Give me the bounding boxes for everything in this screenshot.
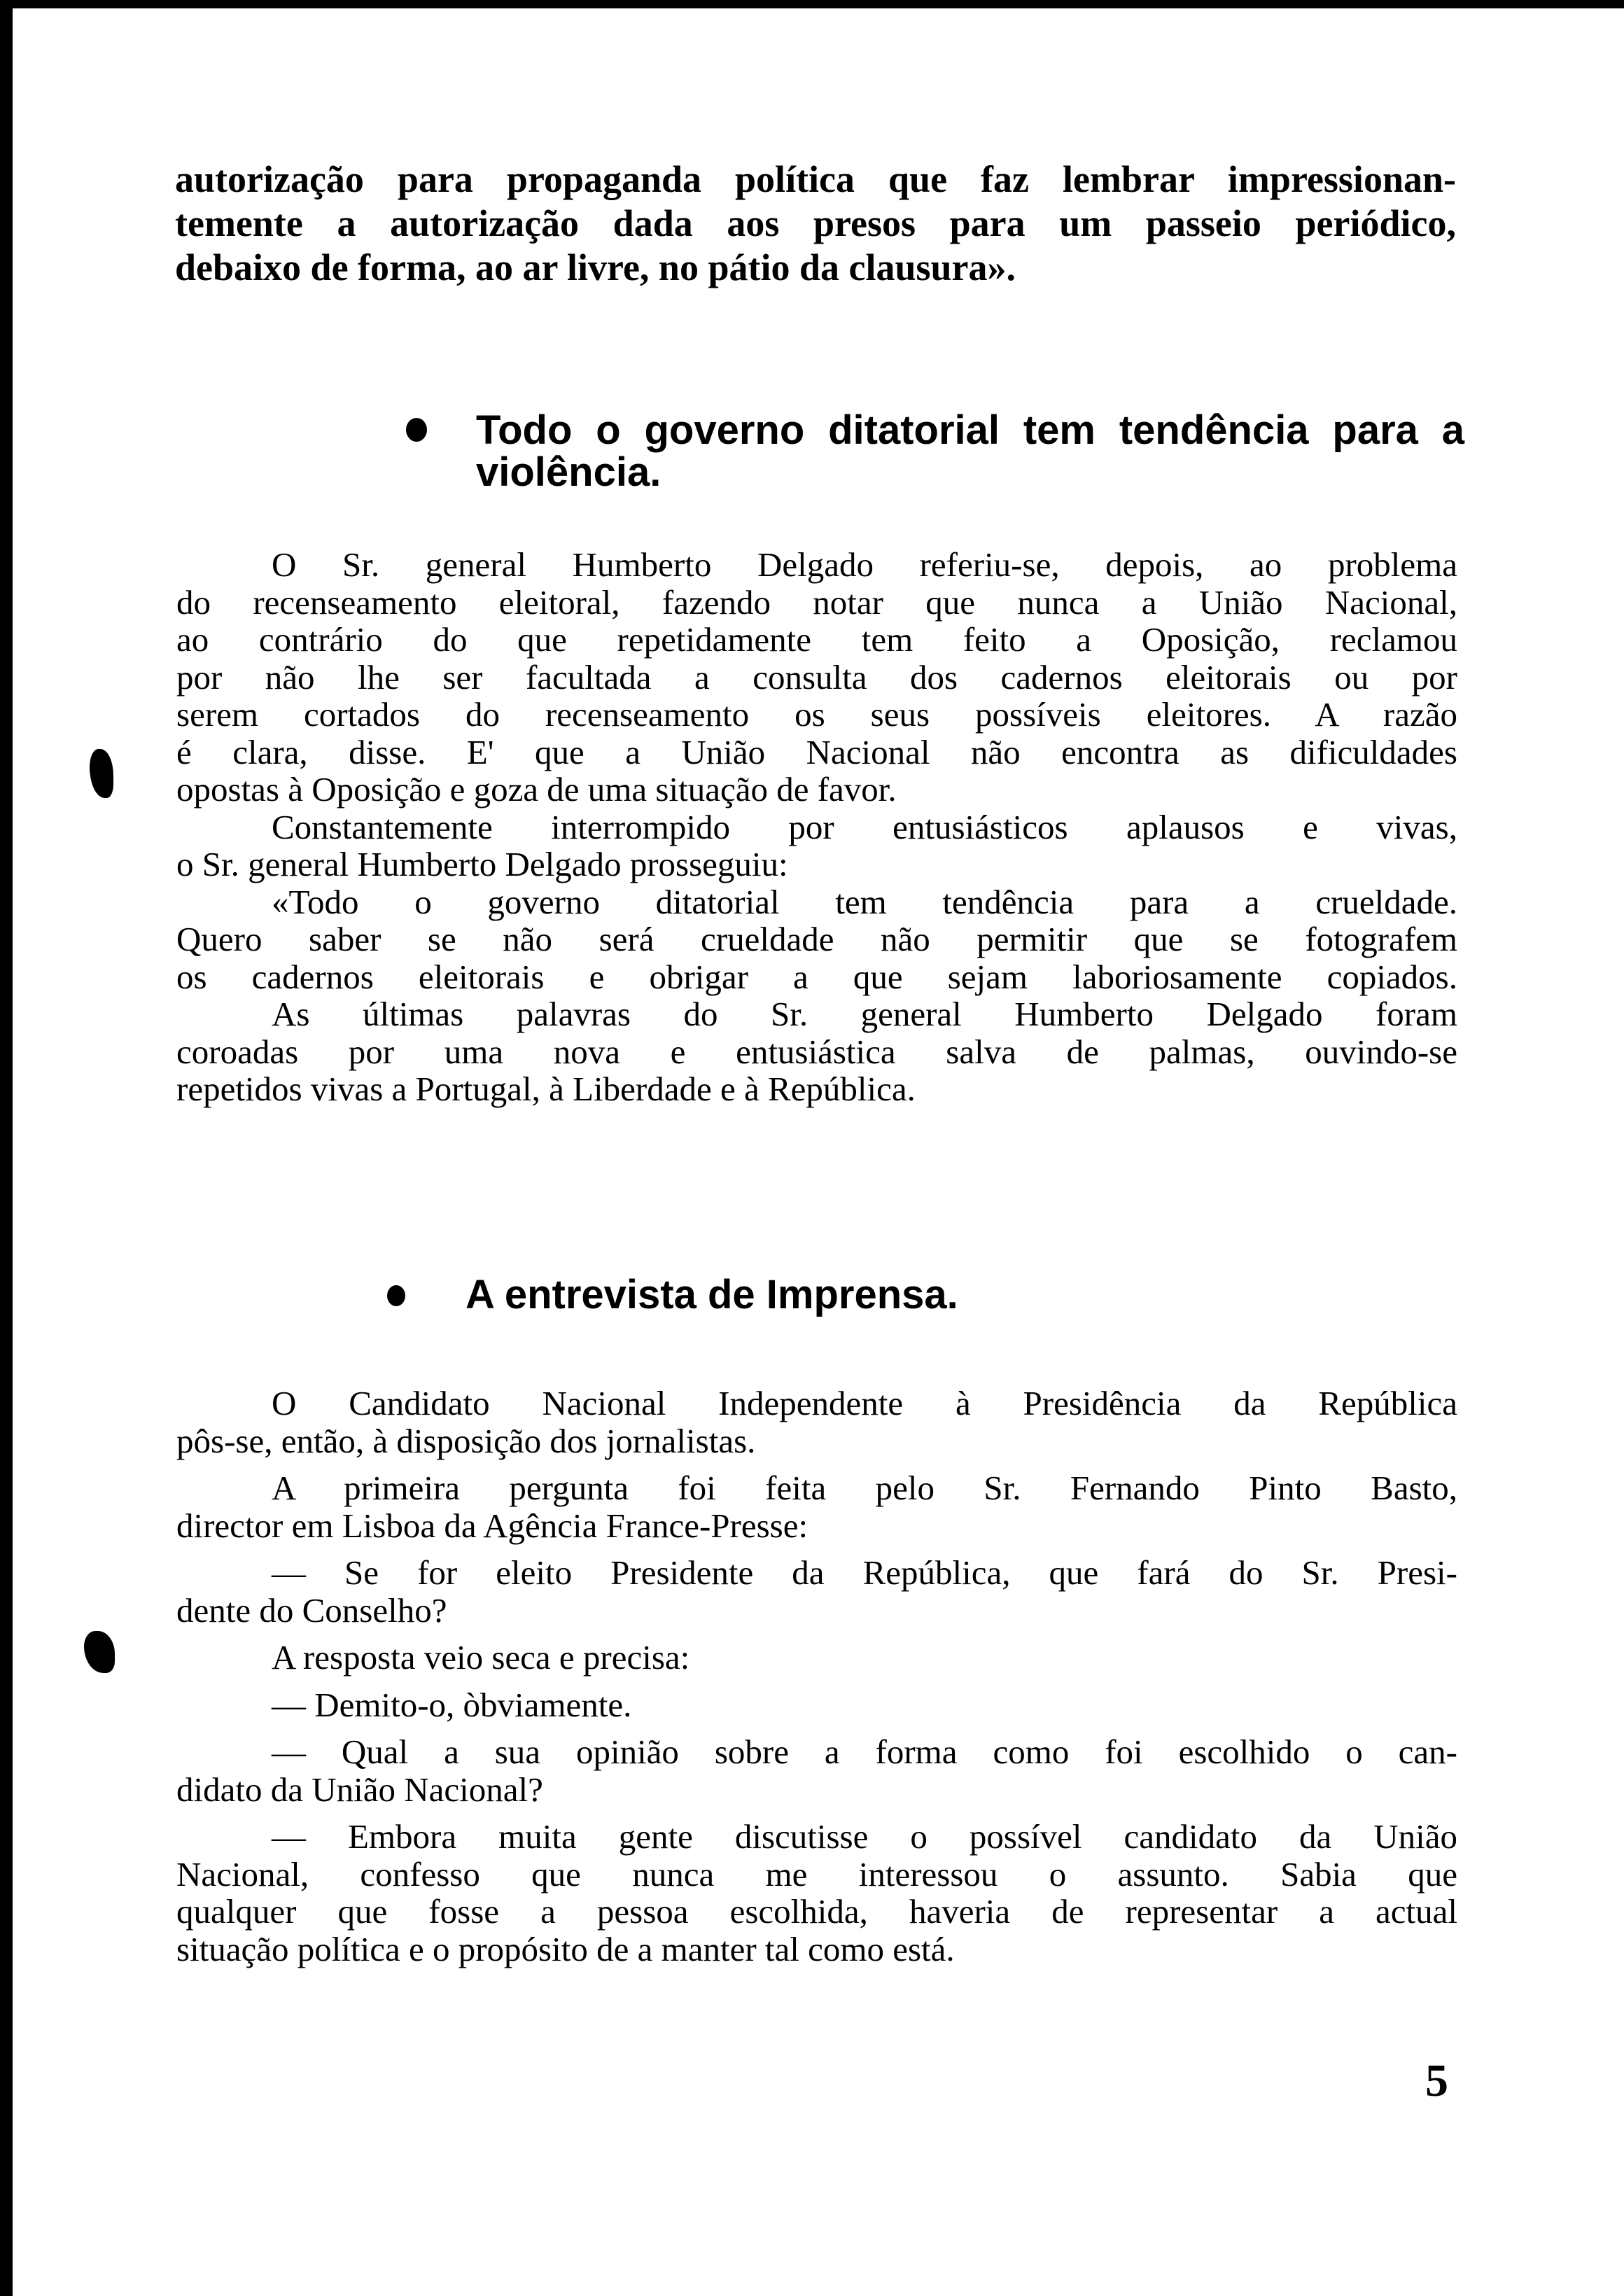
text-line: debaixo de forma, ao ar livre, no pátio da clausura». (175, 246, 1016, 288)
scan-edge-top (0, 0, 1624, 8)
text-line: temente a autorização dada aos presos para um passeio periódico, (175, 202, 1456, 244)
text-line: Constantemente interrompido por entusiásticos aplausos e vivas, (272, 807, 1457, 846)
text-line: — Embora muita gente discutisse o possível candidato da União (272, 1817, 1457, 1856)
text-line: do recenseamento eleitoral, fazendo notar que nunca a União Nacional, (176, 582, 1457, 622)
text-line: ao contrário do que repetidamente tem feito a Oposição, reclamou (176, 620, 1457, 659)
text-line: os cadernos eleitorais e obrigar a que sejam laboriosamente copiados. (176, 957, 1457, 996)
text-line: coroadas por uma nova e entusiástica salva de palmas, ouvindo-se (176, 1032, 1457, 1071)
text-line: A primeira pergunta foi feita pelo Sr. Fernando Pinto Basto, (272, 1469, 1457, 1507)
text-line: qualquer que fosse a pessoa escolhida, haveria de representar a actual (176, 1892, 1457, 1931)
text-line: Nacional, confesso que nunca me interessou o assunto. Sabia que (176, 1854, 1457, 1893)
text-line: serem cortados do recenseamento os seus possíveis eleitores. A razão (176, 695, 1457, 734)
text-line: autorização para propaganda política que faz lembrar impressionan- (175, 158, 1456, 200)
text-line: As últimas palavras do Sr. general Humberto Delgado foram (272, 995, 1457, 1033)
heading-line: Todo o governo ditatorial tem tendência para a (476, 407, 1464, 453)
scan-edge-left (0, 0, 13, 2296)
section-heading (476, 407, 1464, 495)
text-line: pôs-se, então, à disposição dos jornalistas. (176, 1421, 756, 1460)
text-line: O Sr. general Humberto Delgado referiu-se, depois, ao problema (272, 545, 1457, 584)
bullet-icon (406, 418, 427, 442)
text-line: — Se for eleito Presidente da República, que fará do Sr. Presi- (272, 1553, 1457, 1592)
text-line: A resposta veio seca e precisa: (272, 1638, 690, 1676)
section-1-body (176, 546, 1457, 1108)
section-2-body (176, 1385, 1457, 1968)
text-line: o Sr. general Humberto Delgado prosseguiu: (176, 845, 788, 883)
text-line: — Qual a sua opinião sobre a forma como foi escolhido o can- (272, 1732, 1457, 1771)
text-line: — Demito-o, òbviamente. (272, 1685, 632, 1724)
text-line: Quero saber se não será crueldade não permitir que se fotografem (176, 920, 1457, 958)
bullet-icon (387, 1285, 405, 1306)
text-line: é clara, disse. E' que a União Nacional não encontra as dificuldades (176, 732, 1457, 771)
intro-paragraph (175, 158, 1456, 290)
text-line: didato da União Nacional? (176, 1770, 543, 1809)
text-line: situação política e o propósito de a manter tal como está. (176, 1929, 955, 1968)
text-line: repetidos vivas a Portugal, à Liberdade e à República. (176, 1070, 916, 1108)
text-line: «Todo o governo ditatorial tem tendência para a crueldade. (272, 882, 1457, 921)
ink-blot (84, 1631, 115, 1673)
text-line: dente do Conselho? (176, 1590, 447, 1630)
heading-line: violência. (476, 449, 662, 495)
text-line: por não lhe ser facultada a consulta dos cadernos eleitorais ou por (176, 657, 1457, 696)
text-line: opostas à Oposição e goza de uma situação de favor. (176, 770, 897, 808)
ink-blot (90, 749, 113, 798)
section-heading: A entrevista de Imprensa. (465, 1272, 958, 1317)
text-line: director em Lisboa da Agência France-Presse: (176, 1506, 808, 1545)
page-number: 5 (1425, 2055, 1448, 2106)
text-line: O Candidato Nacional Independente à Presidência da República (272, 1384, 1457, 1422)
